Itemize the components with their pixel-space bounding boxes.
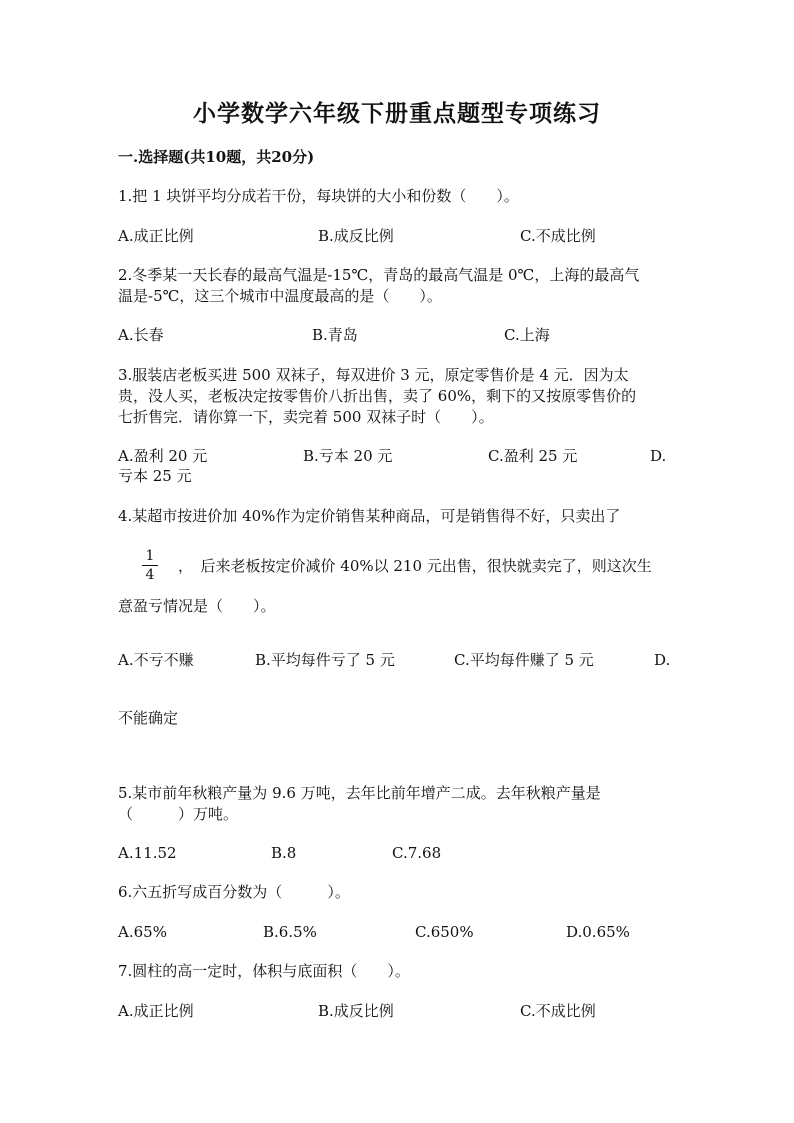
question-4-stem-line1: 4.某超市按进价加 40%作为定价销售某种商品，可是销售得不好，只卖出了 [118, 507, 621, 525]
question-6-stem: 6.六五折写成百分数为（ ）。 [118, 883, 350, 901]
section-heading: 一.选择题(共10题，共20分) [118, 148, 315, 166]
question-3-option-d[interactable]: D. [650, 447, 667, 465]
question-1-option-b[interactable]: B.成反比例 [318, 227, 394, 245]
question-5-stem-line2: （ ）万吨。 [118, 805, 239, 823]
question-3-option-a[interactable]: A.盈利 20 元 [118, 447, 208, 465]
question-6-option-c[interactable]: C.650% [415, 923, 474, 941]
question-6-option-b[interactable]: B.6.5% [263, 923, 317, 941]
question-1-option-a[interactable]: A.成正比例 [118, 227, 194, 245]
question-2-option-c[interactable]: C.上海 [504, 326, 550, 344]
question-1-option-c[interactable]: C.不成比例 [520, 227, 596, 245]
fraction-denominator: 4 [145, 567, 155, 583]
question-3-option-b[interactable]: B.亏本 20 元 [303, 447, 393, 465]
question-2-option-a[interactable]: A.长春 [118, 326, 164, 344]
question-5-option-a[interactable]: A.11.52 [118, 844, 177, 862]
question-3-option-d-text: 亏本 25 元 [118, 467, 192, 485]
question-4-option-d-text: 不能确定 [118, 709, 179, 727]
question-5-option-c[interactable]: C.7.68 [392, 844, 442, 862]
page-title: 小学数学六年级下册重点题型专项练习 [193, 100, 601, 127]
question-7-option-a[interactable]: A.成正比例 [118, 1002, 194, 1020]
question-4-stem-line2: ， 后来老板按定价减价 40%以 210 元出售，很快就卖完了，则这次生 [178, 557, 652, 575]
question-5-option-b[interactable]: B.8 [271, 844, 297, 862]
question-7-option-b[interactable]: B.成反比例 [318, 1002, 394, 1020]
fraction-one-quarter [142, 548, 158, 583]
question-4-stem-line3: 意盈亏情况是（ ）。 [118, 597, 276, 615]
question-5-stem-line1: 5.某市前年秋粮产量为 9.6 万吨，去年比前年增产二成。去年秋粮产量是 [118, 784, 601, 802]
question-2-stem-line2: 温是-5℃，这三个城市中温度最高的是（ ）。 [118, 287, 442, 305]
question-4-option-a[interactable]: A.不亏不赚 [118, 651, 194, 669]
question-2-stem-line1: 2.冬季某一天长春的最高气温是-15℃，青岛的最高气温是 0℃，上海的最高气 [118, 266, 640, 284]
question-6-option-a[interactable]: A.65% [118, 923, 167, 941]
question-7-option-c[interactable]: C.不成比例 [520, 1002, 596, 1020]
question-6-option-d[interactable]: D.0.65% [566, 923, 630, 941]
question-3-stem-line3: 七折售完．请你算一下，卖完着 500 双袜子时（ ）。 [118, 408, 494, 426]
question-3-stem-line1: 3.服装店老板买进 500 双袜子，每双进价 3 元，原定零售价是 4 元．因为太 [118, 366, 629, 384]
question-4-option-d[interactable]: D. [654, 651, 671, 669]
question-4-option-b[interactable]: B.平均每件亏了 5 元 [255, 651, 395, 669]
fraction-bar [142, 565, 158, 566]
question-4-option-c[interactable]: C.平均每件赚了 5 元 [454, 651, 594, 669]
question-3-stem-line2: 贵，没人买，老板决定按零售价八折出售，卖了 60%，剩下的又按原零售价的 [118, 387, 637, 405]
question-2-option-b[interactable]: B.青岛 [312, 326, 358, 344]
question-3-option-c[interactable]: C.盈利 25 元 [488, 447, 578, 465]
question-7-stem: 7.圆柱的高一定时，体积与底面积（ ）。 [118, 962, 410, 980]
question-1-stem: 1.把 1 块饼平均分成若干份，每块饼的大小和份数（ ）。 [118, 187, 519, 205]
fraction-numerator: 1 [145, 548, 155, 564]
